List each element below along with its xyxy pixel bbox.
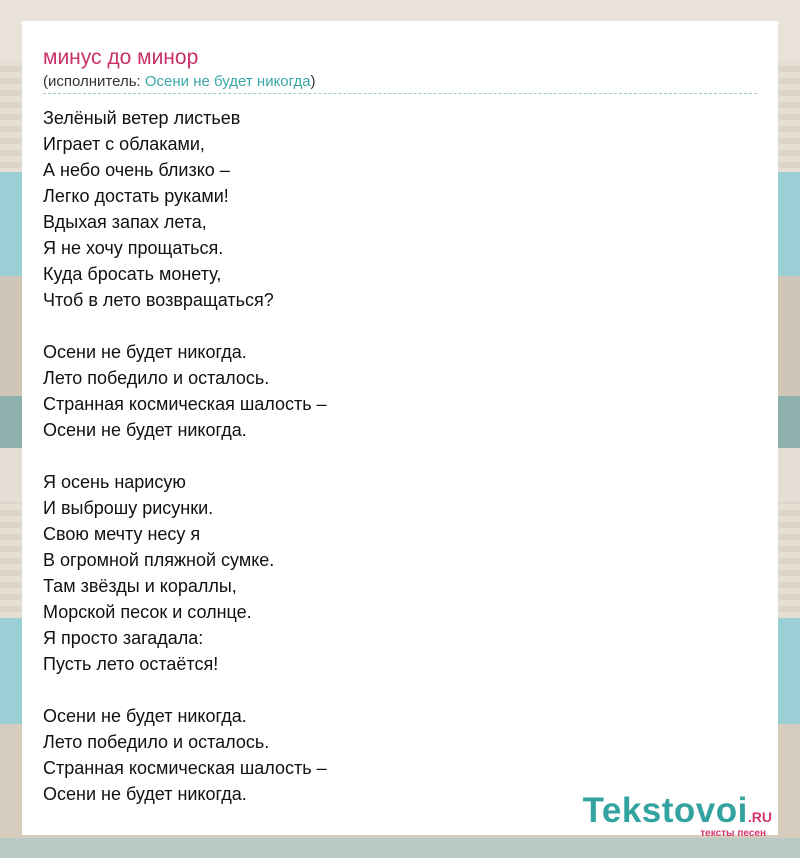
artist-suffix: ) xyxy=(310,73,316,90)
lyrics-stanza xyxy=(43,703,327,807)
lyrics-line: Я осень нарисую xyxy=(43,472,186,492)
lyrics-line: Морской песок и солнце. xyxy=(43,602,252,622)
lyrics-line: Я просто загадала: xyxy=(43,628,204,648)
lyrics-stanza xyxy=(43,105,327,313)
artist-prefix: (исполнитель: xyxy=(43,73,145,90)
lyrics-line: Играет с облаками, xyxy=(43,134,205,154)
lyrics-stanza xyxy=(43,339,327,443)
song-title: минус до минор xyxy=(43,46,199,69)
lyrics-line: Вдыхая запах лета, xyxy=(43,212,207,232)
site-logo[interactable] xyxy=(583,793,772,829)
lyrics-line: Там звёзды и кораллы, xyxy=(43,576,237,596)
lyrics-line: Осени не будет никогда. xyxy=(43,420,247,440)
logo-name: Tekstovoi xyxy=(582,791,748,830)
divider xyxy=(43,93,757,94)
lyrics-line: И выброшу рисунки. xyxy=(43,498,214,518)
artist-link[interactable]: Осени не будет никогда xyxy=(144,73,311,90)
lyrics-line: Легко достать руками! xyxy=(43,186,229,206)
lyrics-line: Свою мечту несу я xyxy=(43,524,201,544)
lyrics-line: Осени не будет никогда. xyxy=(43,784,247,804)
lyrics-line: В огромной пляжной сумке. xyxy=(43,550,275,570)
lyrics-line: Чтоб в лето возвращаться? xyxy=(43,290,274,310)
logo-tagline: тексты песен xyxy=(700,828,766,839)
lyrics-line: Зелёный ветер листьев xyxy=(43,108,241,128)
background-band xyxy=(0,838,800,858)
lyrics-line: Куда бросать монету, xyxy=(43,264,222,284)
artist-line xyxy=(43,72,316,92)
lyrics-stanza xyxy=(43,469,327,677)
lyrics-line: Я не хочу прощаться. xyxy=(43,238,224,258)
lyrics-line: Пусть лето остаётся! xyxy=(43,654,219,674)
lyrics-text xyxy=(43,105,327,833)
lyrics-line: Лето победило и осталось. xyxy=(43,732,270,752)
lyrics-line: Осени не будет никогда. xyxy=(43,342,247,362)
logo-domain: .RU xyxy=(747,809,772,825)
lyrics-line: Странная космическая шалость – xyxy=(43,394,327,414)
lyrics-card xyxy=(22,21,778,835)
lyrics-line: Осени не будет никогда. xyxy=(43,706,247,726)
lyrics-line: А небо очень близко – xyxy=(43,160,230,180)
lyrics-line: Странная космическая шалость – xyxy=(43,758,327,778)
lyrics-line: Лето победило и осталось. xyxy=(43,368,270,388)
